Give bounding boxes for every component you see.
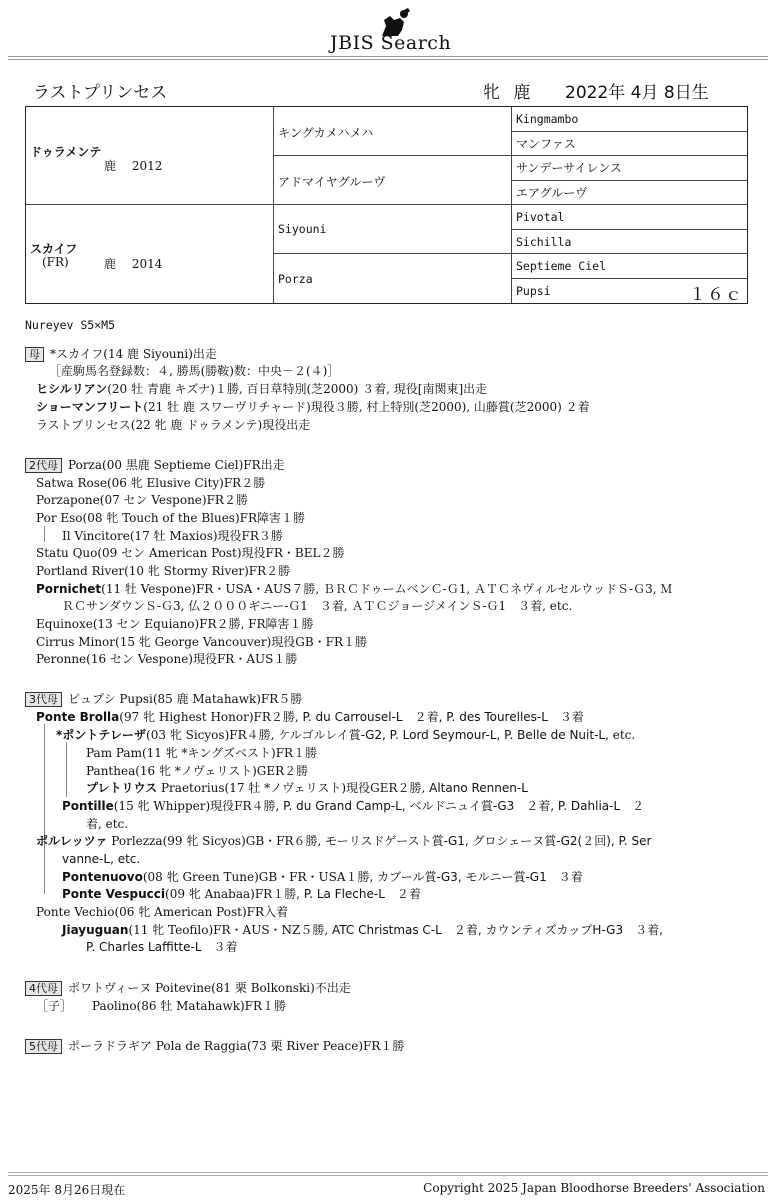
pedigree-sss-cell[interactable]: Kingmambo [512, 107, 747, 132]
pedigree-dd-cell[interactable] [274, 254, 512, 303]
ponte-vechio-line[interactable]: Ponte Vechio(06 牝 American Post)FR入着 [36, 905, 289, 919]
dam-name: スカイフ [30, 242, 78, 256]
ponte-vespucci-races: P. La Fleche-L ２着 [303, 887, 421, 901]
dam-info: 鹿 2014 [104, 257, 163, 271]
pontille-line [62, 799, 644, 814]
pedigree-sd-cell[interactable] [274, 156, 512, 205]
section-tag-fourth-dam: 4代母 [25, 981, 62, 996]
produce-1 [36, 382, 487, 397]
second-dam-grandchild-1[interactable]: Il Vincitore(17 牡 Maxios)現役FR３勝 [62, 529, 283, 543]
jiayuguan-races: ATC Christmas C-L ２着, カウンティズカップH-G3 ３着, [332, 923, 663, 937]
pontille-races: P. du Grand Camp-L, ベルドニュイ賞-G3 ２着, P. Dahlia-L ２ [283, 799, 645, 813]
praetorius-record: Praetorius(17 牡 *ノヴェリスト)現役GER２勝, [157, 781, 430, 795]
ponte-vespucci-record: (09 牝 Anabaa)FR１勝, [165, 887, 304, 901]
porlezza-cont: vanne-L, etc. [62, 852, 141, 866]
pedigree-dsd-cell[interactable]: Sichilla [512, 230, 747, 255]
jiayuguan-record: (11 牝 Teofilo)FR・AUS・NZ５勝, [128, 923, 333, 937]
footer-copyright: Copyright 2025 Japan Bloodhorse Breeders' Association [423, 1181, 765, 1195]
produce-1-name[interactable]: ヒシルリアン [36, 382, 108, 396]
ponte-brolla-races: P. du Carrousel-L ２着, P. des Tourelles-L ３着 [302, 710, 584, 724]
second-dam-produce-9[interactable]: Peronne(16 セン Vespone)現役FR・AUS１勝 [36, 652, 298, 666]
produce-2 [36, 400, 590, 415]
pontotereza-etc: , etc. [605, 728, 636, 742]
praetorius-line [86, 781, 528, 796]
pornichet-record-cont: ＲＣサンダウンＳ-Ｇ3, 仏２０００ギニー-Ｇ1 ３着, ＡＴＣジョージメインＳ-Ｇ1 ３着, etc. [62, 599, 573, 613]
second-dam-produce-4[interactable]: Statu Quo(09 セン American Post)現役FR・BEL２勝 [36, 546, 345, 560]
descendant-bar [44, 724, 45, 894]
pontenuovo-name[interactable]: Pontenuovo [62, 870, 143, 884]
pam-pam-line[interactable]: Pam Pam(11 牝 *キングズベスト)FR１勝 [86, 746, 318, 760]
produce-2-record: (21 牡 鹿 スワーヴリチャード)現役３勝, 村上特別(芝2000), 山藤賞(芝2000) ２着 [143, 400, 590, 414]
pontille-name[interactable]: Pontille [62, 799, 114, 813]
second-dam-header [25, 458, 285, 473]
pedigree-sire-cell[interactable] [26, 107, 274, 205]
child-marker: ［子］ [36, 999, 73, 1013]
descendant-bar [44, 526, 45, 542]
ddd-name: Pupsi [516, 283, 551, 298]
descendant-bar [66, 742, 67, 797]
pedigree-sdd-cell[interactable]: エアグルーヴ [512, 181, 747, 206]
pedigree-table [25, 106, 748, 304]
second-dam-produce-6 [36, 582, 672, 597]
horse-sex-color: 牝 鹿 [483, 83, 535, 103]
horse-name: ラストプリンセス [33, 83, 168, 103]
produce-2-name[interactable]: ショーマンフリート [36, 400, 144, 414]
paolino-line[interactable]: Paolino(86 牡 Matahawk)FR１勝 [92, 999, 287, 1013]
pontille-cont: 着, etc. [86, 817, 129, 831]
fourth-dam-line: ポワトヴィーヌ Poitevine(81 栗 Bolkonski)不出走 [68, 981, 351, 995]
pedigree-ds-cell[interactable] [274, 205, 512, 254]
second-dam-produce-3[interactable]: Por Eso(08 牝 Touch of the Blues)FR障害１勝 [36, 511, 306, 525]
header-rule [8, 56, 768, 60]
jiayuguan-cont: P. Charles Laffitte-L ３着 [86, 940, 238, 954]
produce-3[interactable]: ラストプリンセス(22 牝 鹿 ドゥラメンテ)現役出走 [36, 418, 311, 432]
pontotereza-name[interactable]: *ポントテレーザ [56, 728, 147, 742]
second-dam-produce-5[interactable]: Portland River(10 牝 Stormy River)FR２勝 [36, 564, 291, 578]
dam-line: *スカイフ(14 鹿 Siyouni)出走 [50, 347, 217, 361]
pornichet-record: (11 牡 Vespone)FR・USA・AUS７勝, ＢＲＣドゥームベンＣ-Ｇ1, ＡＴＣネヴィルセルウッドＳ-Ｇ3, Ｍ [101, 582, 673, 596]
fifth-dam-line: ポーラドラギア Pola de Raggia(73 栗 River Peace)FR１勝 [68, 1039, 405, 1053]
ss-name: キングカメハメハ [278, 126, 374, 140]
pedigree-dss-cell[interactable]: Pivotal [512, 205, 747, 230]
third-dam-line: ピュプシ Pupsi(85 鹿 Matahawk)FR５勝 [68, 692, 303, 706]
footer-date: 2025年 8月26日現在 [8, 1183, 126, 1197]
praetorius-races: Altano Rennen-L [429, 781, 528, 795]
fourth-dam-header [25, 981, 351, 996]
porlezza-name[interactable]: ポルレッツァ [36, 834, 108, 848]
pontille-record: (15 牝 Whipper)現役FR４勝, [113, 799, 284, 813]
dam-produce-summary: ［産駒馬名登録数：４, 勝馬(勝鞍)数：中央－２(４)］ [49, 364, 340, 378]
second-dam-produce-8[interactable]: Cirrus Minor(15 牝 George Vancouver)現役GB・FR１勝 [36, 635, 368, 649]
porlezza-line [36, 834, 651, 849]
sd-name: アドマイヤグルーヴ [278, 175, 386, 189]
ds-name: Siyouni [278, 222, 327, 236]
third-dam-header [25, 692, 302, 707]
logo-text: JBIS Search [330, 32, 452, 54]
sire-name: ドゥラメンテ [30, 145, 102, 159]
dam-country: (FR) [42, 255, 69, 269]
pedigree-ssd-cell[interactable]: マンファス [512, 132, 747, 157]
ponte-vespucci-line [62, 887, 421, 902]
pontotereza-races: ケルゴルレイ賞-G2, P. Lord Seymour-L, P. Belle de Nuit-L [278, 728, 606, 742]
pedigree-sds-cell[interactable]: サンデーサイレンス [512, 156, 747, 181]
second-dam-produce-1[interactable]: Satwa Rose(06 牝 Elusive City)FR２勝 [36, 476, 266, 490]
pontotereza-line [56, 728, 635, 743]
fourth-dam-child [36, 999, 286, 1014]
praetorius-name[interactable]: プレトリウス [86, 781, 158, 795]
second-dam-produce-7[interactable]: Equinoxe(13 セン Equiano)FR２勝, FR障害１勝 [36, 617, 314, 631]
sire-info: 鹿 2012 [104, 159, 163, 173]
second-dam-line: Porza(00 黒鹿 Septieme Ciel)FR出走 [68, 458, 285, 472]
ponte-vespucci-name[interactable]: Ponte Vespucci [62, 887, 166, 901]
second-dam-produce-2[interactable]: Porzapone(07 セン Vespone)FR２勝 [36, 493, 248, 507]
jiayuguan-name[interactable]: Jiayuguan [62, 923, 129, 937]
family-number: １６ｃ [689, 284, 743, 305]
inbreeding: Nureyev S5×M5 [25, 318, 116, 332]
pedigree-ddd-cell[interactable] [512, 279, 747, 304]
pontenuovo-races: カブール賞-G3, モルニー賞-G1 ３着 [377, 870, 583, 884]
jiayuguan-line [62, 923, 663, 938]
ponte-brolla-name[interactable]: Ponte Brolla [36, 710, 120, 724]
horse-birth-date: 2022年 4月 8日生 [565, 83, 709, 103]
pedigree-dds-cell[interactable]: Septieme Ciel [512, 254, 747, 279]
porlezza-races: モーリスドゲースト賞-G1, グロシェーヌ賞-G2(２回), P. Ser [325, 834, 652, 848]
produce-1-record: (20 牡 青鹿 キズナ)１勝, 百日草特別(芝2000) ３着, 現役[南関東]出走 [107, 382, 488, 396]
panthea-line[interactable]: Panthea(16 牝 *ノヴェリスト)GER２勝 [86, 764, 309, 778]
pedigree-ss-cell[interactable] [274, 107, 512, 156]
section-tag-second-dam: 2代母 [25, 458, 62, 473]
section-tag-fifth-dam: 5代母 [25, 1039, 62, 1054]
pedigree-dam-cell[interactable] [26, 205, 274, 303]
pontotereza-record: (03 牝 Sicyos)FR４勝, [146, 728, 279, 742]
dd-name: Porza [278, 272, 313, 286]
pontenuovo-record: (08 牝 Green Tune)GB・FR・USA１勝, [142, 870, 378, 884]
porlezza-record: Porlezza(99 牝 Sicyos)GB・FR６勝, [107, 834, 326, 848]
pontenuovo-line [62, 870, 583, 885]
section-tag-dam: 母 [25, 347, 44, 362]
footer-rule [8, 1172, 768, 1176]
fifth-dam-header [25, 1039, 404, 1054]
ponte-brolla-record: (97 牝 Highest Honor)FR２勝, [119, 710, 303, 724]
pornichet-name[interactable]: Pornichet [36, 582, 102, 596]
section-tag-third-dam: 3代母 [25, 692, 62, 707]
dam-header [25, 347, 217, 362]
ponte-brolla-line [36, 710, 584, 725]
jbis-search-logo[interactable] [330, 8, 460, 54]
